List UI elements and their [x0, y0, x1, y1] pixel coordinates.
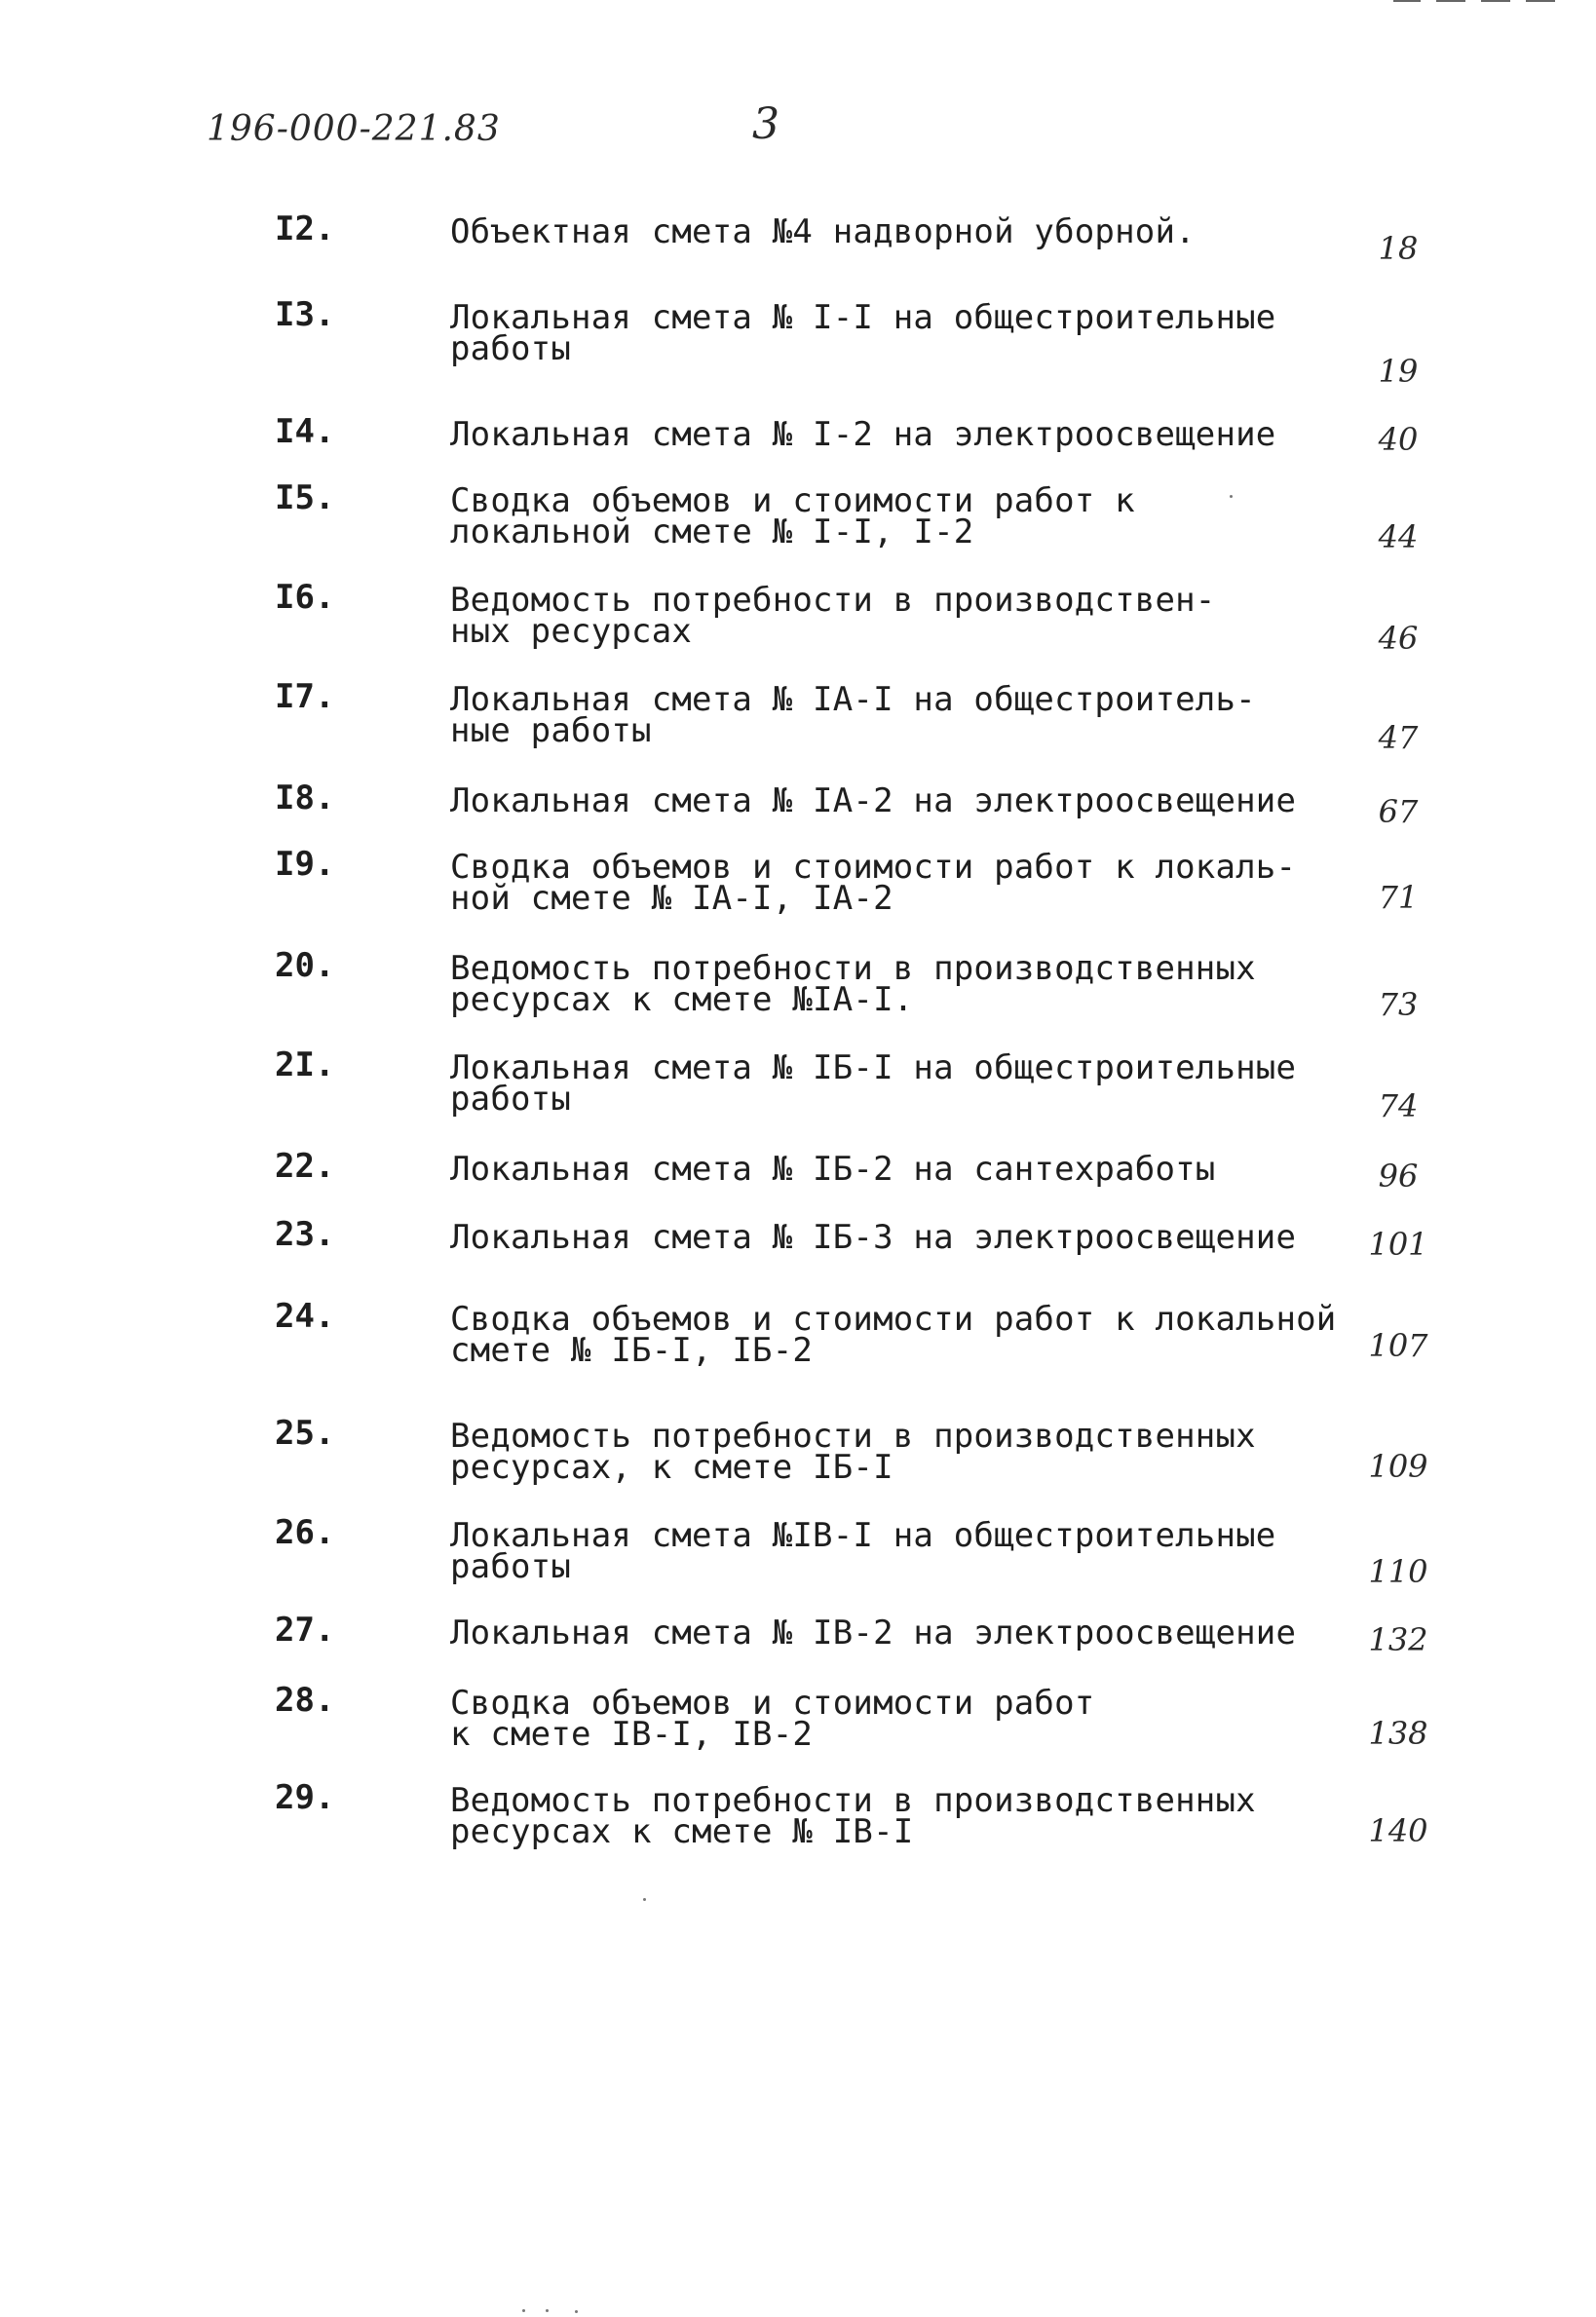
- entry-title: Локальная смета № I-2 на электроосвещение: [450, 415, 1276, 454]
- entry-number: I6.: [275, 578, 335, 617]
- entry-number: 20.: [275, 946, 335, 985]
- entry-page: 110: [1368, 1553, 1428, 1590]
- entry-page: 44: [1378, 518, 1419, 555]
- entry-page: 19: [1378, 353, 1419, 390]
- scan-speck: [522, 2309, 525, 2312]
- entry-title: Объектная смета №4 надворной уборной.: [450, 212, 1196, 251]
- entry-number: 27.: [275, 1611, 335, 1650]
- entry-page: 46: [1378, 620, 1419, 657]
- entry-number: 2I.: [275, 1045, 335, 1084]
- entry-number: I5.: [275, 478, 335, 517]
- entry-number: 23.: [275, 1215, 335, 1254]
- entry-number: 29.: [275, 1778, 335, 1817]
- entry-number: 26.: [275, 1513, 335, 1552]
- entry-number: 28.: [275, 1681, 335, 1720]
- entry-title: Ведомость потребности в производственных ресурсах к смете № IВ-I: [450, 1781, 1256, 1851]
- entry-title: Локальная смета № I-I на общестроительные работы: [450, 298, 1276, 368]
- entry-title: Сводка объемов и стоимости работ к локальной смете № IБ-I, IБ-2: [450, 1300, 1337, 1370]
- entry-number: 22.: [275, 1147, 335, 1186]
- entry-title: Ведомость потребности в производственных ресурсах к смете №IA-I.: [450, 949, 1256, 1019]
- entry-number: I3.: [275, 295, 335, 334]
- entry-title: Локальная смета № IБ-3 на электроосвещение: [450, 1218, 1297, 1257]
- entry-title: Локальная смета № IБ-I на общестроительные работы: [450, 1048, 1297, 1119]
- scan-speck: [1230, 495, 1233, 498]
- entry-page: 18: [1378, 230, 1419, 267]
- entry-number: I2.: [275, 209, 335, 248]
- entry-title: Локальная смета № IA-I на общестроитель- ные работы: [450, 680, 1256, 750]
- entry-title: Ведомость потребности в производственных ресурсах, к смете IБ-I: [450, 1417, 1256, 1487]
- entry-title: Сводка объемов и стоимости работ к смете IВ-I, IВ-2: [450, 1684, 1095, 1754]
- entry-number: I4.: [275, 412, 335, 451]
- entry-number: I7.: [275, 677, 335, 716]
- entry-page: 107: [1368, 1327, 1428, 1364]
- entry-page: 40: [1378, 421, 1419, 458]
- entry-page: 138: [1368, 1715, 1428, 1752]
- entry-title: Ведомость потребности в производствен- ных ресурсах: [450, 581, 1216, 651]
- entry-page: 140: [1368, 1812, 1428, 1849]
- entry-page: 101: [1368, 1226, 1428, 1263]
- entry-title: Сводка объемов и стоимости работ к локальной смете № I-I, I-2: [450, 481, 1135, 551]
- entry-page: 74: [1378, 1087, 1419, 1124]
- scan-speck: [643, 1898, 646, 1901]
- entry-page: 96: [1378, 1158, 1419, 1195]
- entry-title: Локальная смета № IA-2 на электроосвещение: [450, 781, 1297, 820]
- document-code: 196-000-221.83: [207, 109, 501, 149]
- entry-page: 73: [1378, 986, 1419, 1023]
- entry-page: 109: [1368, 1448, 1428, 1485]
- scan-speck: [575, 2310, 578, 2313]
- entry-title: Локальная смета № IБ-2 на сантехработы: [450, 1150, 1216, 1189]
- page-number: 3: [752, 99, 779, 149]
- entry-page: 47: [1378, 719, 1419, 756]
- entry-number: 24.: [275, 1297, 335, 1336]
- entry-page: 132: [1368, 1621, 1428, 1658]
- entry-page: 71: [1378, 879, 1419, 916]
- scan-speck: [546, 2309, 549, 2312]
- entry-title: Локальная смета № IВ-2 на электроосвещение: [450, 1614, 1297, 1652]
- entry-number: I8.: [275, 779, 335, 817]
- entry-number: I9.: [275, 845, 335, 884]
- entry-title: Локальная смета №IВ-I на общестроительные работы: [450, 1516, 1276, 1586]
- entry-page: 67: [1378, 793, 1419, 830]
- entry-number: 25.: [275, 1414, 335, 1453]
- entry-title: Сводка объемов и стоимости работ к локаль- ной смете № IA-I, IA-2: [450, 848, 1297, 918]
